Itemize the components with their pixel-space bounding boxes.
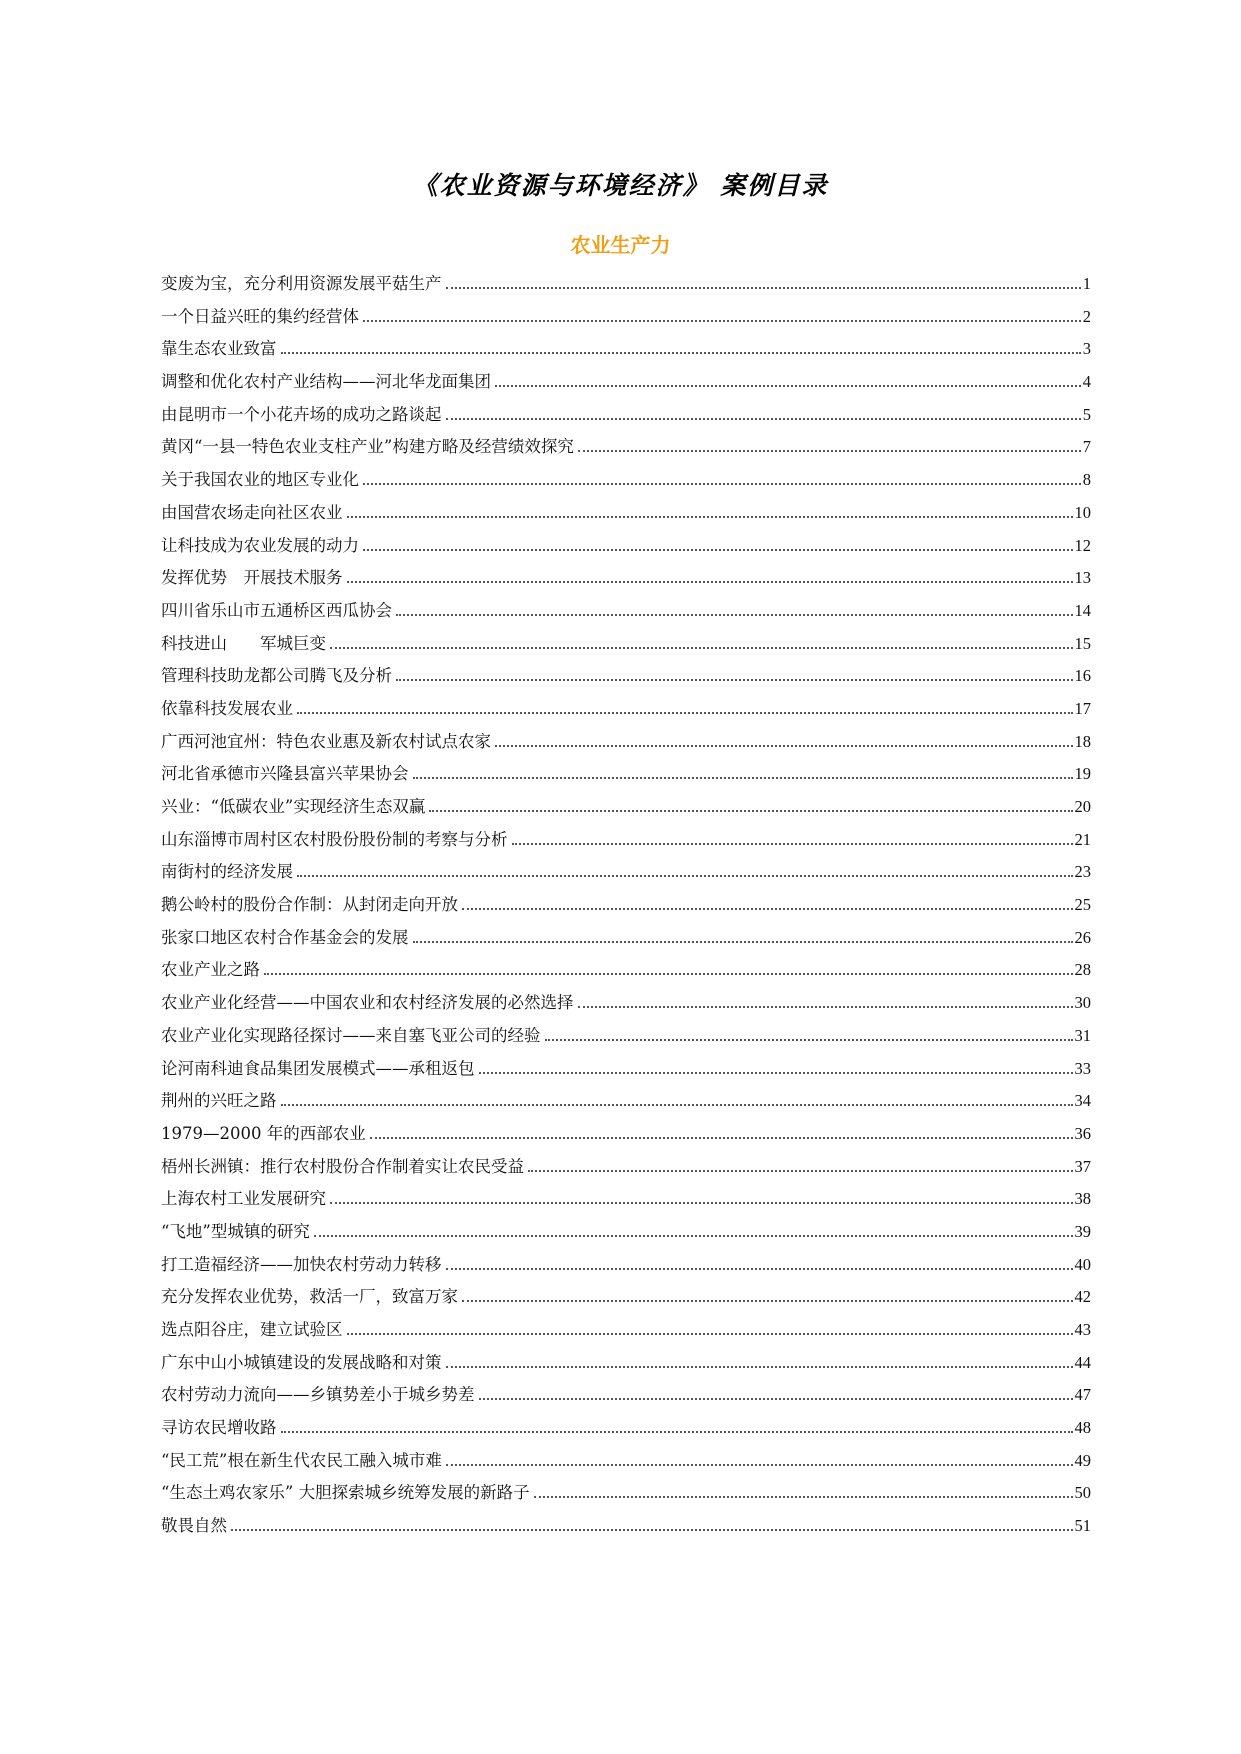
toc-entry-title: 农村劳动力流向——乡镇势差小于城乡势差 — [161, 1385, 475, 1405]
toc-entry-title: 选点阳谷庄，建立试验区 — [161, 1320, 343, 1339]
toc-entry[interactable] — [161, 1249, 1091, 1282]
toc-entry-title: 寻访农民增收路 — [161, 1418, 277, 1438]
section-heading: 农业生产力 — [570, 233, 671, 257]
toc-entry-title: 打工造福经济——加快农村劳动力转移 — [161, 1254, 442, 1274]
toc-entry-title: “民工荒”根在新生代农民工融入城市难 — [161, 1450, 442, 1470]
table-of-contents — [161, 268, 1091, 1543]
toc-entry-title: 靠生态农业致富 — [161, 339, 277, 359]
toc-dot-leader — [446, 1268, 1073, 1270]
toc-entry-title: “飞地”型城镇的研究 — [161, 1221, 310, 1241]
toc-dot-leader — [370, 1137, 1073, 1139]
toc-entry[interactable] — [161, 1183, 1091, 1216]
toc-entry-page-number: 17 — [1074, 698, 1091, 718]
toc-entry-title: 张家口地区农村合作基金会的发展 — [161, 927, 409, 947]
toc-entry-title: 发挥优势 开展技术服务 — [161, 568, 343, 588]
toc-entry-page-number: 33 — [1074, 1058, 1091, 1078]
toc-entry[interactable] — [161, 1085, 1091, 1118]
toc-dot-leader — [578, 1006, 1073, 1008]
toc-entry[interactable] — [161, 987, 1091, 1020]
toc-entry-page-number: 18 — [1074, 731, 1091, 751]
toc-entry-title: 广西河池宜州：特色农业惠及新农村试点农家 — [161, 731, 491, 751]
toc-entry-page-number: 43 — [1074, 1320, 1091, 1339]
toc-entry[interactable] — [161, 1118, 1091, 1151]
toc-dot-leader — [281, 1104, 1073, 1106]
toc-dot-leader — [446, 1366, 1073, 1368]
toc-entry[interactable] — [161, 464, 1091, 497]
toc-dot-leader — [534, 1496, 1073, 1498]
toc-entry-page-number: 4 — [1082, 372, 1091, 392]
toc-dot-leader — [578, 450, 1081, 452]
toc-entry-page-number: 51 — [1074, 1516, 1091, 1536]
toc-entry-title: 一个日益兴旺的集约经营体 — [161, 306, 359, 326]
toc-dot-leader — [446, 1464, 1073, 1466]
toc-dot-leader — [446, 287, 1081, 289]
toc-entry-title: 关于我国农业的地区专业化 — [161, 470, 359, 490]
toc-entry[interactable] — [161, 1379, 1091, 1412]
toc-entry-title: 上海农村工业发展研究 — [161, 1189, 326, 1209]
toc-entry-title: 黄冈“一县一特色农业支柱产业”构建方略及经营绩效探究 — [161, 437, 574, 457]
toc-entry[interactable] — [161, 366, 1091, 399]
toc-dot-leader — [297, 712, 1073, 714]
toc-entry-title: 荆州的兴旺之路 — [161, 1091, 277, 1111]
toc-entry-page-number: 44 — [1074, 1352, 1091, 1372]
toc-entry-title: 让科技成为农业发展的动力 — [161, 535, 359, 555]
toc-entry[interactable] — [161, 1477, 1091, 1510]
toc-entry-page-number: 39 — [1074, 1221, 1091, 1241]
toc-entry-page-number: 30 — [1074, 993, 1091, 1013]
toc-entry-page-number: 3 — [1082, 339, 1091, 359]
toc-entry[interactable] — [161, 1445, 1091, 1478]
toc-dot-leader — [363, 320, 1081, 322]
toc-entry[interactable] — [161, 791, 1091, 824]
toc-entry-page-number: 49 — [1074, 1450, 1091, 1470]
toc-entry-page-number: 23 — [1074, 862, 1091, 882]
toc-entry[interactable] — [161, 301, 1091, 334]
toc-entry[interactable] — [161, 693, 1091, 726]
toc-entry[interactable] — [161, 268, 1091, 301]
toc-entry[interactable] — [161, 824, 1091, 857]
toc-entry-title: 鹅公岭村的股份合作制：从封闭走向开放 — [161, 895, 458, 915]
toc-dot-leader — [396, 614, 1073, 616]
toc-entry-title: 依靠科技发展农业 — [161, 698, 293, 718]
toc-dot-leader — [347, 1333, 1073, 1335]
toc-entry-title: 梧州长洲镇：推行农村股份合作制着实让农民受益 — [161, 1156, 524, 1176]
toc-dot-leader — [429, 810, 1072, 812]
toc-dot-leader — [413, 941, 1073, 943]
toc-entry[interactable] — [161, 1151, 1091, 1184]
toc-entry-title: 1979—2000 年的西部农业 — [161, 1123, 366, 1143]
toc-entry-page-number: 47 — [1074, 1385, 1091, 1405]
toc-entry-title: 农业产业之路 — [161, 960, 260, 980]
toc-dot-leader — [314, 1235, 1073, 1237]
toc-entry-title: 管理科技助龙都公司腾飞及分析 — [161, 666, 392, 686]
toc-entry-title: 四川省乐山市五通桥区西瓜协会 — [161, 600, 392, 620]
toc-entry-title: 河北省承德市兴隆县富兴苹果协会 — [161, 764, 409, 784]
toc-entry[interactable] — [161, 856, 1091, 889]
toc-entry[interactable] — [161, 1216, 1091, 1249]
toc-entry[interactable] — [161, 399, 1091, 432]
toc-entry-title: “生态土鸡农家乐” 大胆探索城乡统筹发展的新路子 — [161, 1483, 530, 1503]
toc-entry-page-number: 15 — [1074, 633, 1091, 653]
toc-entry-title: 由国营农场走向社区农业 — [161, 502, 343, 522]
toc-dot-leader — [330, 647, 1073, 649]
toc-entry-page-number: 25 — [1074, 895, 1091, 915]
toc-entry[interactable] — [161, 1510, 1091, 1543]
toc-entry-title: 南街村的经济发展 — [161, 862, 293, 882]
toc-entry-page-number: 14 — [1074, 600, 1091, 620]
toc-entry-title: 调整和优化农村产业结构——河北华龙面集团 — [161, 372, 491, 392]
toc-entry[interactable] — [161, 758, 1091, 791]
toc-entry-page-number: 13 — [1074, 568, 1091, 588]
toc-entry-title: 科技进山 军城巨变 — [161, 633, 326, 653]
toc-dot-leader — [363, 549, 1073, 551]
toc-entry-title: 论河南科迪食品集团发展模式——承租返包 — [161, 1058, 475, 1078]
toc-entry[interactable] — [161, 1314, 1091, 1347]
toc-entry[interactable] — [161, 922, 1091, 955]
toc-entry-page-number: 21 — [1074, 829, 1091, 849]
toc-dot-leader — [330, 1202, 1073, 1204]
toc-dot-leader — [512, 843, 1073, 845]
toc-entry-page-number: 34 — [1074, 1091, 1091, 1111]
toc-entry-page-number: 19 — [1074, 764, 1091, 784]
toc-entry-page-number: 5 — [1082, 404, 1091, 424]
toc-entry[interactable] — [161, 1412, 1091, 1445]
toc-entry-page-number: 7 — [1082, 437, 1091, 457]
toc-entry-title: 变废为宝，充分利用资源发展平菇生产 — [161, 274, 442, 293]
toc-dot-leader — [479, 1398, 1073, 1400]
toc-entry[interactable] — [161, 889, 1091, 922]
toc-entry[interactable] — [161, 628, 1091, 661]
toc-entry[interactable] — [161, 595, 1091, 628]
toc-entry[interactable] — [161, 1053, 1091, 1086]
toc-entry-page-number: 16 — [1074, 666, 1091, 686]
toc-entry-title: 广东中山小城镇建设的发展战略和对策 — [161, 1352, 442, 1372]
toc-entry[interactable] — [161, 1347, 1091, 1380]
toc-entry-title: 农业产业化实现路径探讨——来自塞飞亚公司的经验 — [161, 1025, 541, 1045]
toc-entry[interactable] — [161, 497, 1091, 530]
toc-dot-leader — [413, 777, 1073, 779]
toc-dot-leader — [281, 1431, 1073, 1433]
toc-dot-leader — [231, 1529, 1073, 1531]
toc-entry[interactable] — [161, 562, 1091, 595]
toc-dot-leader — [495, 385, 1081, 387]
toc-entry-page-number: 8 — [1082, 470, 1091, 490]
toc-entry[interactable] — [161, 1020, 1091, 1053]
toc-dot-leader — [347, 516, 1073, 518]
toc-entry-page-number: 50 — [1074, 1483, 1091, 1503]
toc-dot-leader — [363, 483, 1081, 485]
toc-dot-leader — [264, 973, 1073, 975]
toc-entry[interactable] — [161, 1281, 1091, 1314]
toc-entry-title: 充分发挥农业优势，救活一厂，致富万家 — [161, 1287, 458, 1307]
toc-dot-leader — [462, 908, 1073, 910]
toc-dot-leader — [528, 1170, 1073, 1172]
toc-dot-leader — [396, 679, 1073, 681]
toc-entry[interactable] — [161, 333, 1091, 366]
toc-entry[interactable] — [161, 431, 1091, 464]
toc-entry-title: 敬畏自然 — [161, 1516, 227, 1536]
toc-entry-page-number: 1 — [1082, 274, 1091, 293]
toc-entry-title: 山东淄博市周村区农村股份股份制的考察与分析 — [161, 829, 508, 849]
toc-entry[interactable] — [161, 530, 1091, 563]
toc-entry-title: 由昆明市一个小花卉场的成功之路谈起 — [161, 404, 442, 424]
toc-entry-page-number: 38 — [1074, 1189, 1091, 1209]
toc-entry[interactable] — [161, 954, 1091, 987]
toc-dot-leader — [281, 352, 1081, 354]
toc-dot-leader — [479, 1072, 1073, 1074]
toc-entry[interactable] — [161, 726, 1091, 759]
toc-entry-page-number: 10 — [1074, 502, 1091, 522]
toc-entry-title: 兴业：“低碳农业”实现经济生态双赢 — [161, 797, 426, 816]
toc-entry-page-number: 37 — [1074, 1156, 1091, 1176]
toc-entry-page-number: 42 — [1074, 1287, 1091, 1307]
toc-dot-leader — [347, 581, 1073, 583]
document-title: 《农业资源与环境经济》 案例目录 — [412, 171, 829, 200]
toc-entry-page-number: 26 — [1074, 927, 1091, 947]
toc-entry-page-number: 20 — [1074, 797, 1091, 816]
toc-dot-leader — [545, 1039, 1073, 1041]
toc-entry-page-number: 28 — [1074, 960, 1091, 980]
toc-dot-leader — [462, 1300, 1073, 1302]
toc-entry-page-number: 40 — [1074, 1254, 1091, 1274]
toc-entry-page-number: 12 — [1074, 535, 1091, 555]
toc-entry[interactable] — [161, 660, 1091, 693]
toc-dot-leader — [446, 418, 1081, 420]
toc-dot-leader — [495, 745, 1073, 747]
toc-entry-page-number: 31 — [1074, 1025, 1091, 1045]
toc-dot-leader — [297, 875, 1073, 877]
toc-entry-page-number: 36 — [1074, 1123, 1091, 1143]
toc-entry-title: 农业产业化经营——中国农业和农村经济发展的必然选择 — [161, 993, 574, 1013]
toc-entry-page-number: 2 — [1082, 306, 1091, 326]
toc-entry-page-number: 48 — [1074, 1418, 1091, 1438]
